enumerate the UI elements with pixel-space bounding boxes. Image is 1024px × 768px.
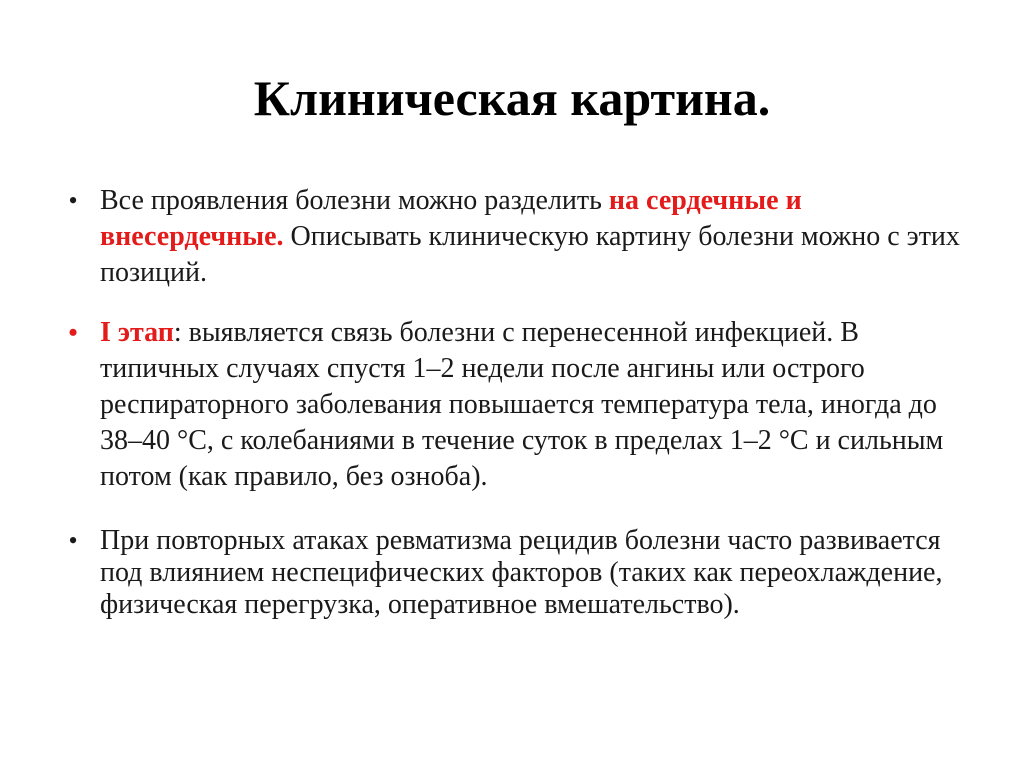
bullet-icon: • — [68, 526, 78, 555]
bullet-text-lead: Все проявления болезни можно разделить — [100, 185, 609, 216]
bullet-text-rest: : выявляется связь болезни с перенесенной инфекцией. В типичных случаях спустя 1–2 недели после ангины или острого респираторного заболевания повышается температура тела, иногда до 38–40 °С, с колебаниями в течение суток в пределах 1–2 °С и сильным потом (как правило, без озноба). — [100, 317, 944, 492]
list-item — [60, 525, 980, 621]
bullet-icon-red: • — [68, 318, 78, 347]
bullet-highlight: на сердечные и внесердечные. — [100, 185, 802, 252]
bullet-text-rest: Описывать клиническую картину болезни можно с этих позиций. — [100, 221, 960, 288]
list-item — [60, 183, 980, 291]
bullet-icon: • — [68, 186, 78, 215]
bullet-highlight: I этап — [100, 317, 174, 348]
list-item — [60, 315, 980, 495]
slide-title: Клиническая картина. — [253, 70, 771, 126]
bullet-text: При повторных атаках ревматизма рецидив болезни часто развивается под влиянием неспецифических факторов (таких как переохлаждение, физическая перегрузка, оперативное вмешательство). — [100, 525, 943, 620]
bullet-list — [60, 183, 980, 621]
